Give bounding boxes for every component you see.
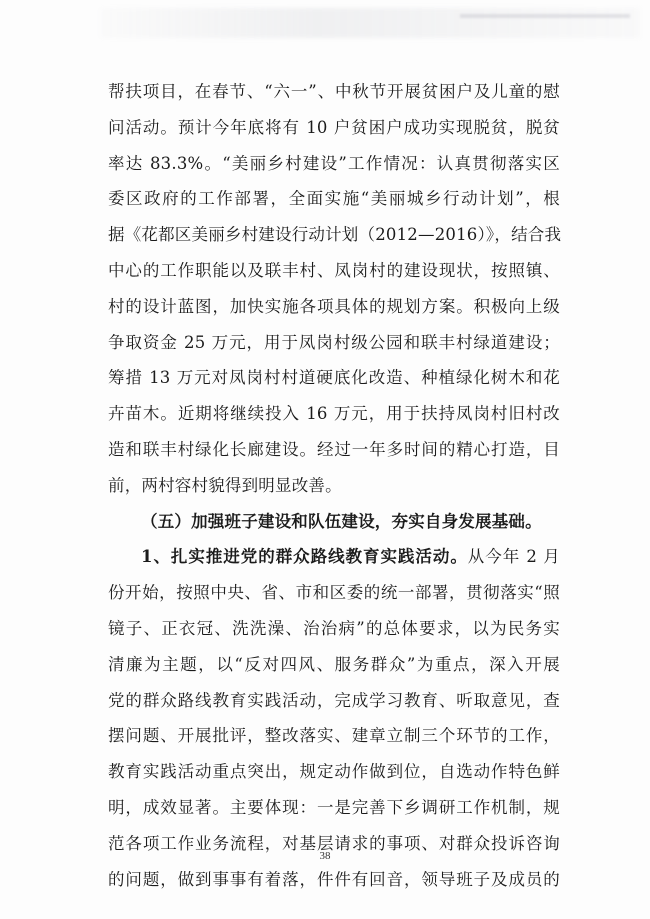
- paragraph-line: 帮扶项目，在春节、“六一”、中秋节开展贫困户及儿童的慰: [108, 82, 560, 101]
- body-text: [108, 74, 560, 897]
- paragraph-line: 问活动。预计今年底将有 10 户贫困户成功实现脱贫，脱贫: [108, 117, 560, 137]
- item-line: 党的群众路线教育实践活动，完成学习教育、听取意见，查: [108, 690, 560, 710]
- item-line: 清廉为主题，以“反对四风、服务群众”为重点，深入开展: [108, 654, 560, 674]
- paragraph-line: 率达 83.3%。“美丽乡村建设”工作情况：认真贯彻落实区: [108, 153, 560, 173]
- paragraph-line: 争取资金 25 万元，用于凤岗村级公园和联丰村绿道建设；: [108, 332, 560, 352]
- paragraph-line: 村的设计蓝图，加快实施各项具体的规划方案。积极向上级: [108, 296, 560, 316]
- item-line: 份开始，按照中央、省、市和区委的统一部署，贯彻落实“照: [108, 583, 560, 603]
- paragraph-line: 筹措 13 万元对凤岗村村道硬底化改造、种植绿化树木和花: [108, 368, 560, 388]
- item-line: 镜子、正衣冠、洗洗澡、治治病”的总体要求，以为民务实: [108, 618, 560, 638]
- paragraph-line: 中心的工作职能以及联丰村、凤岗村的建设现状，按照镇、: [108, 260, 560, 280]
- scan-artifact: [100, 8, 640, 38]
- section-heading: （五）加强班子建设和队伍建设，夯实自身发展基础。: [141, 511, 542, 531]
- item-line: 范各项工作业务流程，对基层请求的事项、对群众投诉咨询: [108, 833, 560, 853]
- item-line: 的问题，做到事事有着落，件件有回音，领导班子及成员的: [108, 869, 560, 889]
- item-heading-continuation: 从今年 2 月: [467, 547, 561, 567]
- paragraph-line: 造和联丰村绿化长廊建设。经过一年多时间的精心打造，目: [108, 439, 560, 459]
- paragraph-line: 据《花都区美丽乡村建设行动计划（2012—2016）》，结合我: [108, 225, 562, 245]
- paragraph-line: 委区政府的工作部署，全面实施“美丽城乡行动计划”，根: [108, 189, 560, 209]
- item-line: 明，成效显著。主要体现：一是完善下乡调研工作机制，规: [108, 797, 560, 817]
- item-first-line: [108, 539, 560, 575]
- page-number: 38: [319, 850, 331, 862]
- paragraph-line: 前，两村容村貌得到明显改善。: [108, 475, 342, 495]
- item-line: 教育实践活动重点突出，规定动作做到位，自选动作特色鲜: [108, 762, 560, 782]
- item-line: 摆问题、开展批评，整改落实、建章立制三个环节的工作，: [108, 726, 560, 746]
- scan-artifact-line: [460, 14, 630, 18]
- item-heading: 1、扎实推进党的群众路线教育实践活动。: [141, 547, 468, 567]
- paragraph-line: 卉苗木。近期将继续投入 16 万元，用于扶持凤岗村旧村改: [108, 404, 560, 424]
